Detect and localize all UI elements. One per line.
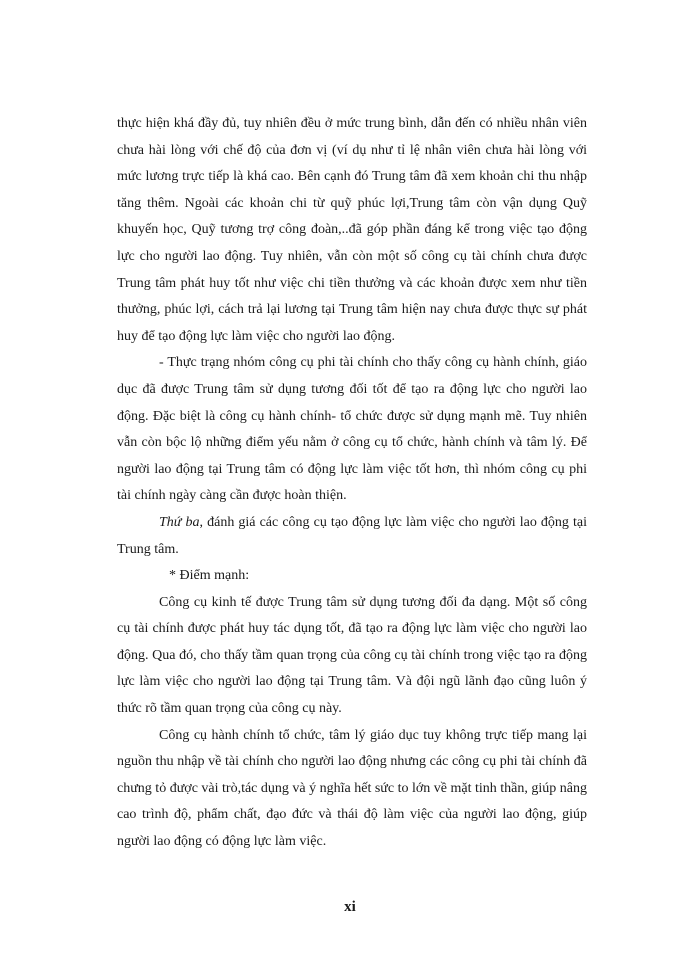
italic-lead-word: Thứ ba (159, 514, 200, 530)
paragraph-financial-tools-continued: thực hiện khá đầy đủ, tuy nhiên đều ở mức trung bình, dẫn đến có nhiều nhân viên chưa hài lòng với chế độ của đơn vị (ví dụ như tỉ lệ nhân viên chưa hài lòng với mức lương trực tiếp là khá cao. Bên cạnh đó Trung tâm đã xem khoản chi thu nhập tăng thêm. Ngoài các khoản chi từ quỹ phúc lợi,Trung tâm còn vận dụng Quỹ khuyến học, Quỹ tương trợ công đoàn,..đã góp phần đáng kể trong việc tạo động lực cho người lao động. Tuy nhiên, vẫn còn một số công cụ tài chính chưa được Trung tâm phát huy tốt như việc chi tiền thưởng và các khoản được xem như tiền thưởng, phúc lợi, cách trả lại lương tại Trung tâm hiện nay chưa được thực sự phát huy để tạo động lực làm việc cho người lao động. (117, 116, 587, 344)
paragraph-third-evaluation (117, 510, 587, 563)
paragraph-economic-tools: Công cụ kinh tế được Trung tâm sử dụng tương đối đa dạng. Một số công cụ tài chính được phát huy tác dụng tốt, đã tạo ra động lực làm việc cho người lao động. Qua đó, cho thấy tầm quan trọng của công cụ tài chính trong việc tạo ra động lực làm việc cho người lao động tại Trung tâm. Và đội ngũ lãnh đạo cũng luôn ý thức rõ tầm quan trọng của công cụ này. (117, 594, 587, 717)
body-text (117, 111, 587, 856)
page-number: xi (344, 899, 356, 915)
strengths-heading: * Điểm mạnh: (169, 568, 250, 584)
paragraph-non-financial-tools: - Thực trạng nhóm công cụ phi tài chính cho thấy công cụ hành chính, giáo dục đã được Trung tâm sử dụng tương đối tốt để tạo ra động lực cho người lao động. Đặc biệt là công cụ hành chính- tổ chức được sử dụng mạnh mẽ. Tuy nhiên vẫn còn bộc lộ những điểm yếu nằm ở công cụ tổ chức, hành chính và tâm lý. Để người lao động tại Trung tâm có động lực làm việc tốt hơn, thì nhóm công cụ phi tài chính ngày càng cần được hoàn thiện. (117, 355, 587, 504)
paragraph-third-evaluation-text: , đánh giá các công cụ tạo động lực làm việc cho người lao động tại Trung tâm. (117, 514, 588, 557)
paragraph-administrative-tools: Công cụ hành chính tổ chức, tâm lý giáo dục tuy không trực tiếp mang lại nguồn thu nhập về tài chính cho người lao động nhưng các công cụ phi tài chính đã chưng tỏ được vài trò,tác dụng và ý nghĩa hết sức to lớn về mặt tinh thần, giúp nâng cao trình độ, phẩm chất, đạo đức và thái độ làm việc của người lao động, giúp người lao động có động lực làm việc. (117, 727, 587, 850)
